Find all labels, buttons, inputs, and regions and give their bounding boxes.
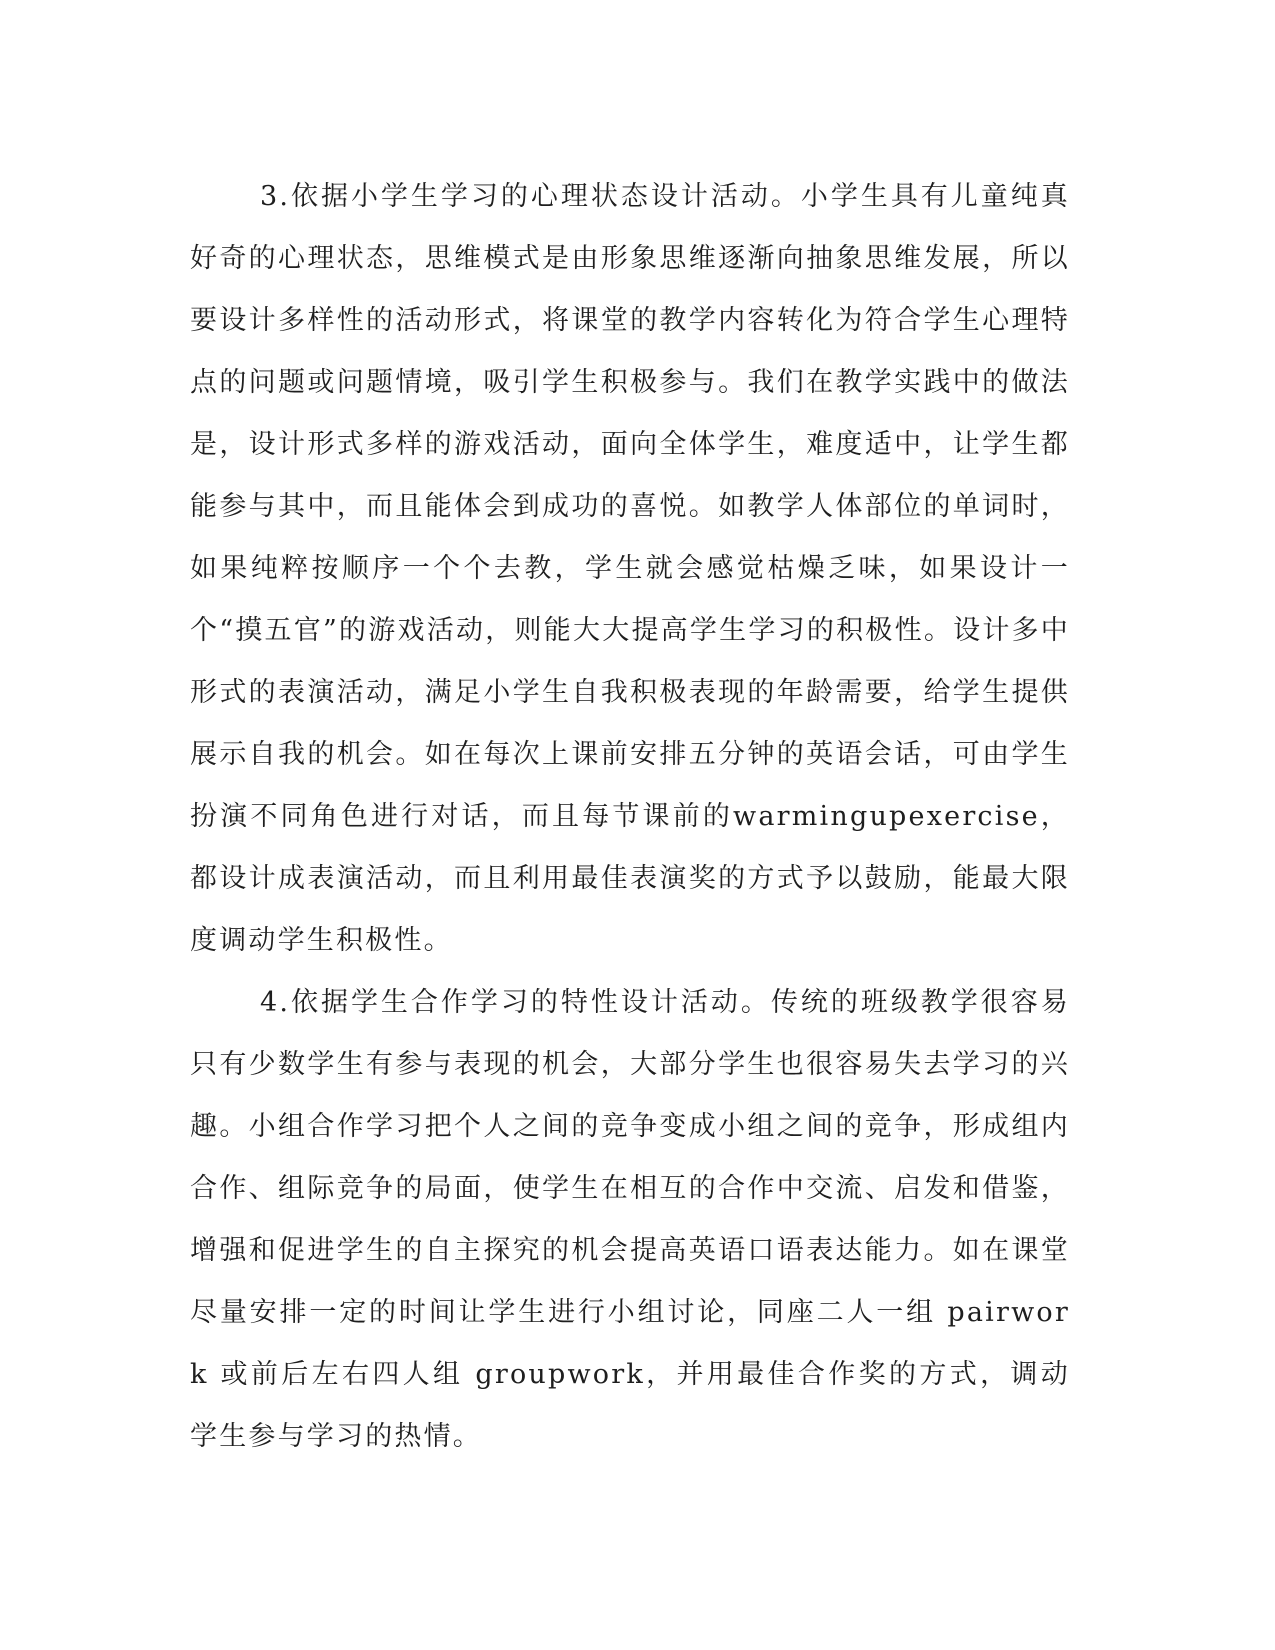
- paragraph-3: 3.依据小学生学习的心理状态设计活动。小学生具有儿童纯真好奇的心理状态，思维模式是由形象思维逐渐向抽象思维发展，所以要设计多样性的活动形式，将课堂的教学内容转化为符合学生心理特点的问题或问题情境，吸引学生积极参与。我们在教学实践中的做法是，设计形式多样的游戏活动，面向全体学生，难度适中，让学生都能参与其中，而且能体会到成功的喜悦。如教学人体部位的单词时，如果纯粹按顺序一个个去教，学生就会感觉枯燥乏味，如果设计一个“摸五官”的游戏活动，则能大大提高学生学习的积极性。设计多中形式的表演活动，满足小学生自我积极表现的年龄需要，给学生提供展示自我的机会。如在每次上课前安排五分钟的英语会话，可由学生扮演不同角色进行对话，而且每节课前的warmingupexercise，都设计成表演活动，而且利用最佳表演奖的方式予以鼓励，能最大限度调动学生积极性。: [190, 181, 1070, 956]
- document-body: [190, 166, 1070, 1468]
- paragraph-4: 4.依据学生合作学习的特性设计活动。传统的班级教学很容易只有少数学生有参与表现的机会，大部分学生也很容易失去学习的兴趣。小组合作学习把个人之间的竞争变成小组之间的竞争，形成组内合作、组际竞争的局面，使学生在相互的合作中交流、启发和借鉴，增强和促进学生的自主探究的机会提高英语口语表达能力。如在课堂尽量安排一定的时间让学生进行小组讨论，同座二人一组 pairwork 或前后左右四人组 groupwork，并用最佳合作奖的方式，调动学生参与学习的热情。: [190, 987, 1070, 1452]
